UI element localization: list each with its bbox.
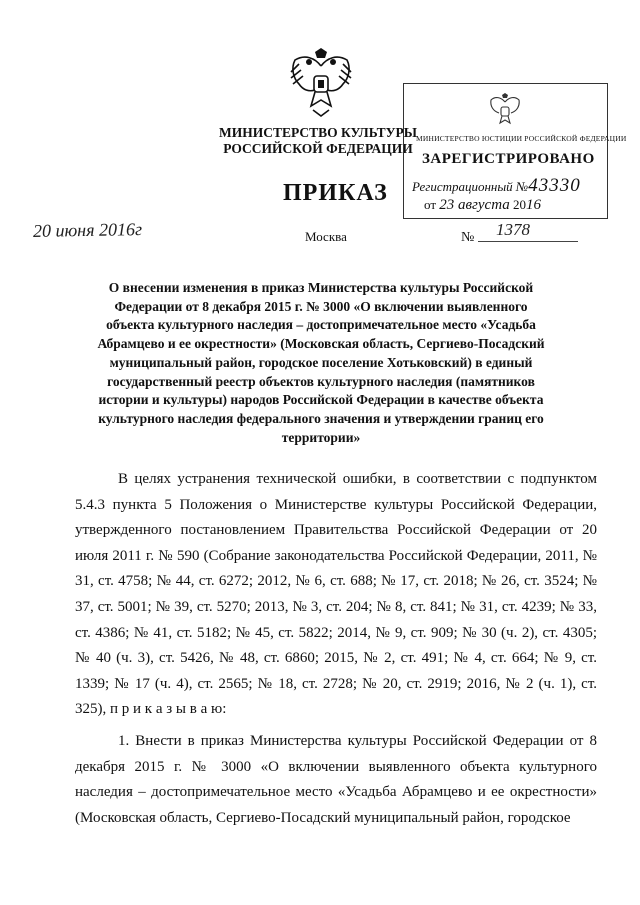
registration-stamp xyxy=(403,83,627,219)
order-title: ПРИКАЗ xyxy=(283,180,388,206)
stamp-reg-label: Регистрационный № xyxy=(412,179,529,194)
document-heading: О внесении изменения в приказ Министерства культуры Российской Федерации от 8 декабря 2015 г. № 3000 «О включении выявленного объекта культурного наследия – достопримечательное место «Усадьба Абрамцево и ее окрестности» (Московская область, Сергиево-Посадский муниципальный район, городское поселение Хотьковский) в единый государственный реестр объектов культурного наследия (памятников истории и культуры) народов Российской Федерации в качестве объекта культурного наследия федерального значения и утверждении границ его территории» xyxy=(97,280,545,445)
ministry-name xyxy=(218,125,418,157)
ministry-line-1: МИНИСТЕРСТВО КУЛЬТУРЫ xyxy=(218,125,418,140)
order-number-label: № xyxy=(461,230,475,245)
stamp-date-value: 23 августа xyxy=(439,197,510,213)
stamp-date-prefix: от xyxy=(424,197,437,212)
body-paragraph-1: В целях устранения технической ошибки, в соответствии с подпунктом 5.4.3 пункта 5 Положения о Министерстве культуры Российской Федерации, утвержденного постановлением Правительства Российской Федерации от 20 июля 2011 г. № 590 (Собрание законодательства Российской Федерации, 2011, № 31, ст. 4758; № 44, ст. 6272; 2012, № 6, ст. 688; № 17, ст. 2018; № 26, ст. 3524; № 37, ст. 5001; № 39, ст. 5270; 2013, № 3, ст. 204; № 8, ст. 841; № 31, ст. 4239; № 33, ст. 4386; № 41, ст. 5182; № 45, ст. 5822; 2014, № 9, ст. 909; № 30 (ч. 2), ст. 4305; № 40 (ч. 3), ст. 5426, № 48, ст. 6860; 2015, № 2, ст. 491; № 4, ст. 664; № 9, ст. 1339; № 17 (ч. 4), ст. 2565; № 18, ст. 2728; № 20, ст. 2919; 2016, № 2 (ч. 1), ст. 325), п р и к а з ы в а ю: xyxy=(75,471,597,718)
order-date-handwritten: 20 июня 2016г xyxy=(32,219,143,241)
stamp-ministry-text: МИНИСТЕРСТВО ЮСТИЦИИ РОССИЙСКОЙ ФЕДЕРАЦИИ xyxy=(416,134,627,143)
stamp-date-line xyxy=(424,197,541,214)
stamp-reg-number: 43330 xyxy=(528,175,581,196)
stamp-emblem-icon xyxy=(487,92,523,128)
document-body xyxy=(75,467,597,831)
city-label: Москва xyxy=(305,229,347,244)
body-paragraph-2: 1. Внести в приказ Министерства культуры Российской Федерации от 8 декабря 2015 г. № 3000 «О включении выявленного объекта культурного наследия – достопримечательное место «Усадьба Абрамцево и ее окрестности» (Московская область, Сергиево-Посадский муниципальный район, городское xyxy=(75,732,597,826)
stamp-registration-line xyxy=(412,175,581,197)
coat-of-arms-icon xyxy=(285,46,357,120)
stamp-year-prefix: 20 xyxy=(512,197,526,212)
order-number-handwritten: 1378 xyxy=(478,220,578,242)
stamp-registered-text: ЗАРЕГИСТРИРОВАНО xyxy=(422,151,595,167)
stamp-year-suffix: 16 xyxy=(525,197,541,213)
ministry-line-2: РОССИЙСКОЙ ФЕДЕРАЦИИ xyxy=(223,141,413,156)
